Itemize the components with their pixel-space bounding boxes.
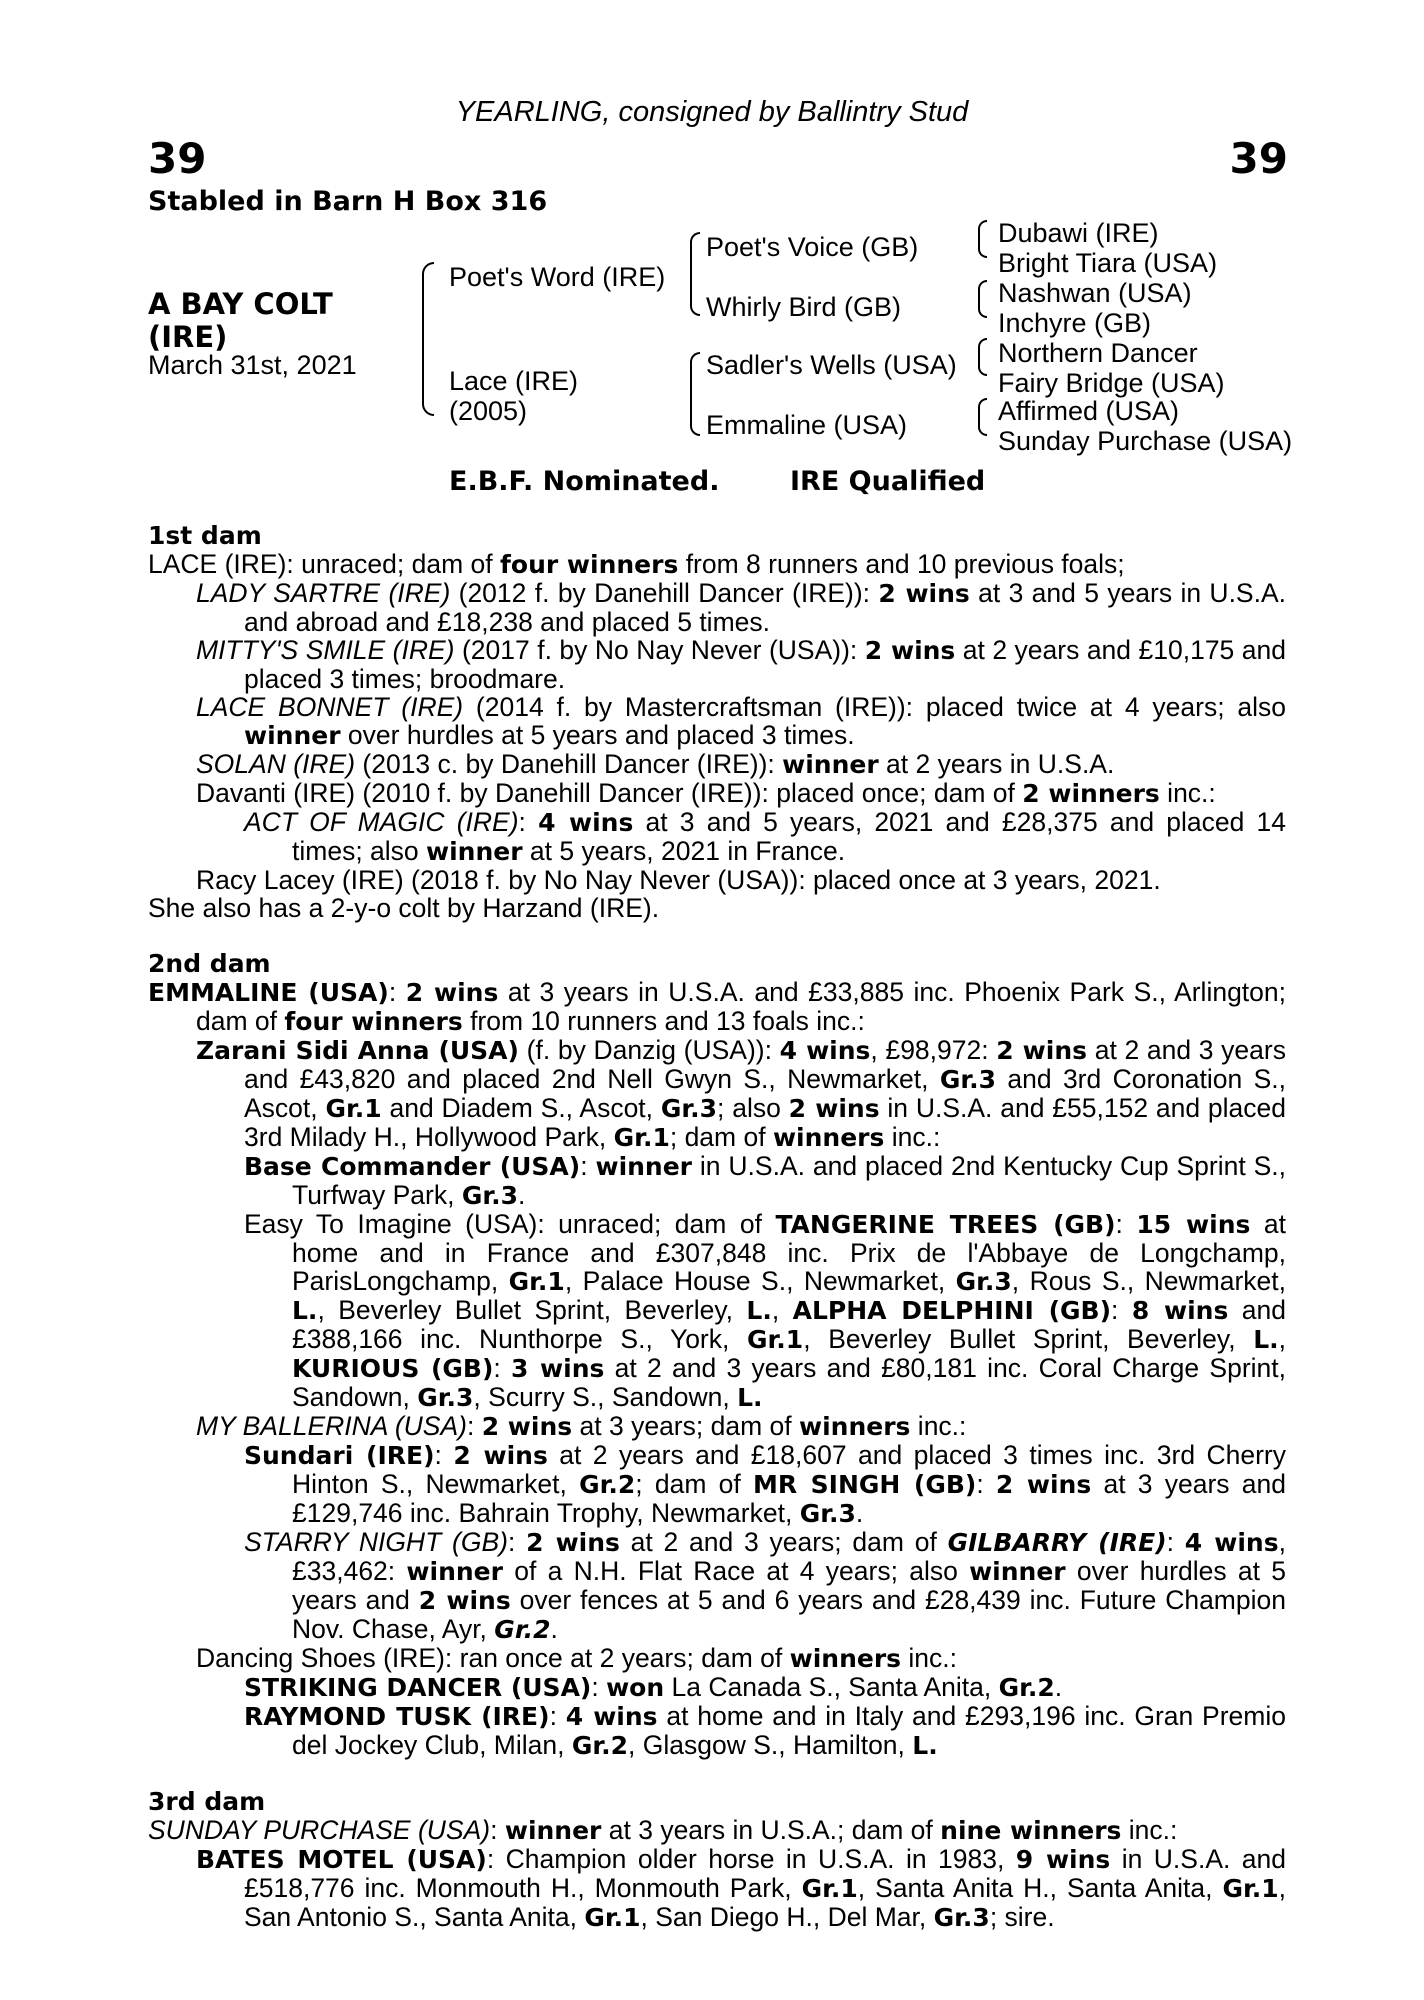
section-heading-first-dam: 1st dam: [148, 521, 262, 550]
section-heading-third-dam: 3rd dam: [148, 1787, 266, 1816]
progeny-entry: MITTY'S SMILE (IRE) (2017 f. by No Nay Never (USA)): 2 wins at 2 years and £10,175 and placed 3 times; broodmare.: [196, 635, 1286, 694]
pedigree-brace-sire: [690, 232, 700, 316]
progeny-entry: Dancing Shoes (IRE): ran once at 2 years; dam of winners inc.:: [196, 1643, 958, 1673]
progeny-entry: SOLAN (IRE) (2013 c. by Danehill Dancer (IRE)): winner at 2 years in U.S.A.: [196, 749, 1115, 779]
progeny-entry: BATES MOTEL (USA): Champion older horse in U.S.A. in 1983, 9 wins in U.S.A. and £518,776 inc. Monmouth H., Monmouth Park, Gr.1, Santa Anita H., Santa Anita, Gr.1, San Antonio S., Santa Anita, Gr.1, San Diego H., Del Mar, Gr.3; sire.: [196, 1844, 1286, 1932]
second-dam-summary: EMMALINE (USA): 2 wins at 3 years in U.S.A. and £33,885 inc. Phoenix Park S., Arlington; dam of four winners from 10 runners and 13 foals inc.:: [148, 977, 1287, 1036]
catalogue-heading: YEARLING, consigned by Ballintry Stud: [455, 96, 969, 128]
pedigree-brace-g4: [978, 398, 987, 436]
grand-progeny-entry: ACT OF MAGIC (IRE): 4 wins at 3 and 5 years, 2021 and £28,375 and placed 14 times; also winner at 5 years, 2021 in France.: [244, 807, 1286, 866]
progeny-entry: Davanti (IRE) (2010 f. by Danehill Dancer (IRE)): placed once; dam of 2 winners inc.:: [196, 778, 1216, 808]
pedigree-gg4: Inchyre (GB): [998, 308, 1152, 338]
third-dam-summary: SUNDAY PURCHASE (USA): winner at 3 years in U.S.A.; dam of nine winners inc.:: [148, 1815, 1178, 1845]
pedigree-gg7: Affirmed (USA): [998, 396, 1180, 426]
grand-progeny-entry: Base Commander (USA): winner in U.S.A. and placed 2nd Kentucky Cup Sprint S., Turfway Park, Gr.3.: [244, 1151, 1286, 1210]
progeny-entry: Racy Lacey (IRE) (2018 f. by No Nay Never (USA)): placed once at 3 years, 2021.: [196, 865, 1161, 895]
grand-progeny-entry: Sundari (IRE): 2 wins at 2 years and £18,607 and placed 3 times inc. 3rd Cherry Hinton S., Newmarket, Gr.2; dam of MR SINGH (GB): 2 wins at 3 years and £129,746 inc. Bahrain Trophy, Newmarket, Gr.3.: [244, 1440, 1286, 1528]
pedigree-gg8: Sunday Purchase (USA): [998, 426, 1293, 456]
pedigree-dam-sire: Sadler's Wells (USA): [706, 350, 957, 380]
pedigree-dam: Lace (IRE): [449, 366, 579, 396]
foaling-date: March 31st, 2021: [148, 350, 357, 380]
pedigree-gg2: Bright Tiara (USA): [998, 248, 1218, 278]
progeny-entry: Zarani Sidi Anna (USA) (f. by Danzig (USA)): 4 wins, £98,972: 2 wins at 2 and 3 years and £43,820 and placed 2nd Nell Gwyn S., Newmarket, Gr.3 and 3rd Coronation S., Ascot, Gr.1 and Diadem S., Ascot, Gr.3; also 2 wins in U.S.A. and £55,152 and placed 3rd Milady H., Hollywood Park, Gr.1; dam of winners inc.:: [196, 1035, 1287, 1152]
pedigree-brace-g3: [978, 338, 987, 376]
pedigree-gg3: Nashwan (USA): [998, 278, 1192, 308]
lot-number-left: 39: [148, 134, 207, 183]
progeny-entry: LADY SARTRE (IRE) (2012 f. by Danehill Dancer (IRE)): 2 wins at 3 and 5 years in U.S.A. and abroad and £18,238 and placed 5 times.: [196, 578, 1287, 637]
horse-description: [148, 288, 333, 354]
grand-progeny-entry: RAYMOND TUSK (IRE): 4 wins at home and in Italy and £293,196 inc. Gran Premio del Jockey Club, Milan, Gr.2, Glasgow S., Hamilton, L.: [244, 1701, 1286, 1760]
pedigree-gg1: Dubawi (IRE): [998, 218, 1159, 248]
pedigree-brace-g1: [978, 220, 987, 258]
pedigree-brace-dam: [690, 352, 700, 436]
family-tree-text: [148, 522, 1286, 1932]
pedigree-dam-year: (2005): [449, 396, 528, 426]
pedigree-sire-sire: Poet's Voice (GB): [706, 232, 919, 262]
progeny-entry: LACE BONNET (IRE) (2014 f. by Mastercraftsman (IRE)): placed twice at 4 years; also winner over hurdles at 5 years and placed 3 times.: [196, 692, 1286, 750]
grand-progeny-entry: Easy To Imagine (USA): unraced; dam of TANGERINE TREES (GB): 15 wins at home and in France and £307,848 inc. Prix de l'Abbaye de Longchamp, ParisLongchamp, Gr.1, Palace House S., Newmarket, Gr.3, Rous S., Newmarket, L., Beverley Bullet Sprint, Beverley, L., ALPHA DELPHINI (GB): 8 wins and £388,166 inc. Nunthorpe S., York, Gr.1, Beverley Bullet Sprint, Beverley, L., KURIOUS (GB): 3 wins at 2 and 3 years and £80,181 inc. Coral Charge Sprint, Sandown, Gr.3, Scurry S., Sandown, L.: [244, 1209, 1286, 1412]
lot-number-right: 39: [1229, 134, 1288, 183]
first-dam-summary: LACE (IRE): unraced; dam of four winners from 8 runners and 10 previous foals;: [148, 549, 1125, 579]
grand-progeny-entry: STRIKING DANCER (USA): won La Canada S., Santa Anita, Gr.2.: [244, 1672, 1063, 1702]
section-heading-second-dam: 2nd dam: [148, 949, 271, 978]
ebf-nomination: E.B.F. Nominated.: [449, 466, 720, 497]
pedigree-gg5: Northern Dancer: [998, 338, 1198, 368]
horse-breeding-country: (IRE): [148, 320, 228, 354]
pedigree-brace-g2: [978, 280, 987, 318]
pedigree-sire: Poet's Word (IRE): [449, 262, 666, 292]
pedigree-brace-main: [422, 262, 434, 416]
pedigree-dam-dam: Emmaline (USA): [706, 410, 908, 440]
horse-name: A BAY COLT: [148, 287, 333, 321]
grand-progeny-entry: STARRY NIGHT (GB): 2 wins at 2 and 3 years; dam of GILBARRY (IRE): 4 wins, £33,462: winner of a N.H. Flat Race at 4 years; also winner over hurdles at 5 years and 2 wins over fences at 5 and 6 years and £28,439 inc. Future Champion Nov. Chase, Ayr, Gr.2.: [244, 1527, 1286, 1644]
pedigree-sire-dam: Whirly Bird (GB): [706, 292, 901, 322]
progeny-entry: MY BALLERINA (USA): 2 wins at 3 years; dam of winners inc.:: [196, 1411, 967, 1441]
current-produce-note: She also has a 2-y-o colt by Harzand (IRE).: [148, 893, 660, 923]
ire-qualified: IRE Qualified: [790, 466, 986, 497]
stabling-location: Stabled in Barn H Box 316: [148, 186, 548, 217]
pedigree-gg6: Fairy Bridge (USA): [998, 368, 1225, 398]
